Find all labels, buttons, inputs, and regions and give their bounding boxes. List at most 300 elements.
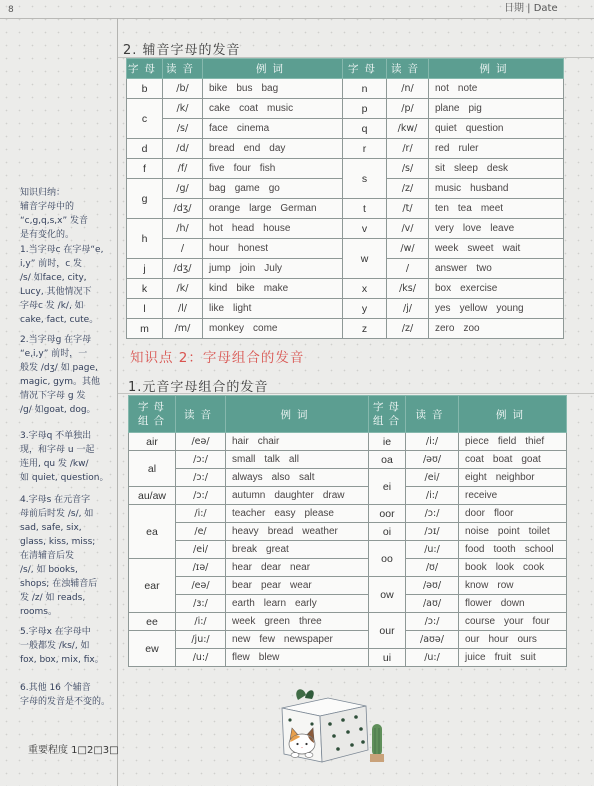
- example-word: talk: [264, 453, 280, 465]
- table-row: [129, 559, 567, 577]
- example-word: near: [290, 561, 311, 573]
- example-words-cell: [226, 469, 369, 487]
- example-word: week: [232, 615, 256, 627]
- letter-cell: ie: [369, 433, 406, 451]
- example-word: kind: [209, 282, 228, 294]
- letter-cell: ow: [369, 577, 406, 613]
- example-word: plane: [435, 102, 460, 114]
- header-examples: 例词: [203, 59, 343, 79]
- phonetic-symbol: /r/: [387, 139, 429, 159]
- table-row: [127, 239, 564, 259]
- table-row: [129, 595, 567, 613]
- example-words-cell: [459, 577, 567, 595]
- example-word: three: [298, 615, 322, 627]
- note-line: 现，和字母 u 一起: [20, 445, 95, 455]
- page-number: 8: [8, 5, 14, 15]
- phonetic-symbol: /ɔ:/: [176, 487, 226, 505]
- example-word: row: [497, 579, 514, 591]
- letter-cell: oor: [369, 505, 406, 523]
- phonetic-symbol: /s/: [387, 159, 429, 179]
- example-word: our: [465, 633, 480, 645]
- phonetic-symbol: /d/: [163, 139, 203, 159]
- knowledge-point-heading: 知识点 2：字母组合的发音: [130, 350, 305, 366]
- example-word: coat: [465, 453, 484, 465]
- example-word: meet: [480, 202, 504, 214]
- phonetic-symbol: /ɪə/: [176, 559, 226, 577]
- example-word: weather: [302, 525, 338, 537]
- header-letter-combo: [129, 396, 176, 433]
- example-word: game: [234, 182, 260, 194]
- example-words-cell: [429, 99, 564, 119]
- example-words-cell: [203, 119, 343, 139]
- phonetic-symbol: /f/: [163, 159, 203, 179]
- phonetic-symbol: /m/: [163, 319, 203, 339]
- example-word: juice: [465, 651, 486, 663]
- note-line: 辅音字母中的: [20, 202, 75, 212]
- example-word: small: [232, 453, 256, 465]
- example-word: point: [497, 525, 520, 537]
- example-word: goat: [521, 453, 541, 465]
- letter-cell: ew: [129, 631, 176, 667]
- example-words-cell: [459, 631, 567, 649]
- table-row: [129, 649, 567, 667]
- example-word: pear: [261, 579, 282, 591]
- note-line: i,y” 前时，c 发: [20, 259, 83, 269]
- note-paragraph: [20, 243, 116, 327]
- example-word: fish: [259, 162, 276, 174]
- letter-cell: q: [343, 119, 387, 139]
- note-line: fox, box, mix, fix。: [20, 655, 104, 665]
- example-word: bike: [209, 82, 228, 94]
- note-line: magic, gym。其他: [20, 377, 100, 387]
- header-letter-combo: [369, 396, 406, 433]
- letter-cell: j: [127, 259, 163, 279]
- phonetic-symbol: /u:/: [176, 649, 226, 667]
- phonetic-symbol: /p/: [387, 99, 429, 119]
- example-word: bread: [267, 525, 294, 537]
- title-underline: [118, 393, 594, 394]
- example-words-cell: [226, 631, 369, 649]
- table-row: [127, 139, 564, 159]
- example-words-cell: [429, 199, 564, 219]
- example-word: noise: [465, 525, 489, 537]
- table-row: [127, 219, 564, 239]
- example-word: eight: [465, 471, 487, 483]
- example-word: monkey: [209, 322, 245, 334]
- example-word: hour: [209, 242, 230, 254]
- example-word: always: [232, 471, 263, 483]
- example-word: zoo: [463, 322, 480, 334]
- phonetic-symbol: /i:/: [176, 505, 226, 523]
- phonetic-symbol: /dʒ/: [163, 199, 203, 219]
- example-words-cell: [203, 239, 343, 259]
- example-word: door: [465, 507, 486, 519]
- table-row: [129, 487, 567, 505]
- example-word: sleep: [454, 162, 478, 174]
- note-line: 6.其他 16 个辅音: [20, 683, 91, 693]
- example-words-cell: [226, 595, 369, 613]
- note-line: 5.字母x 在字母中: [20, 627, 91, 637]
- cactus-icon: [370, 724, 384, 762]
- table-body: [129, 433, 567, 667]
- letter-cell: air: [129, 433, 176, 451]
- example-words-cell: [459, 523, 567, 541]
- example-word: like: [209, 302, 225, 314]
- table-header-row: [127, 59, 564, 79]
- table-row: [127, 99, 564, 119]
- note-line: shops; 在浊辅音后: [20, 579, 98, 589]
- example-word: new: [232, 633, 251, 645]
- example-word: please: [304, 507, 334, 519]
- example-words-cell: [203, 139, 343, 159]
- phonetic-symbol: /ɔɪ/: [406, 523, 459, 541]
- header-letter-combo-label: 字母组合: [373, 401, 404, 427]
- phonetic-symbol: /ɔ:/: [406, 613, 459, 631]
- example-words-cell: [459, 469, 567, 487]
- table-row: [127, 79, 564, 99]
- phonetic-symbol: /t/: [387, 199, 429, 219]
- example-words-cell: [459, 541, 567, 559]
- example-word: coat: [239, 102, 259, 114]
- example-word: yellow: [459, 302, 488, 314]
- header-letter: 字母: [127, 59, 163, 79]
- letter-cell: g: [127, 179, 163, 219]
- example-word: very: [435, 222, 454, 234]
- letter-cell: our: [369, 613, 406, 649]
- example-words-cell: [226, 487, 369, 505]
- note-line: 1.当字母c 在字母“e,: [20, 245, 104, 255]
- letter-cell: y: [343, 299, 387, 319]
- note-paragraph: [20, 429, 116, 485]
- note-line: 一般都发 /ks/, 如: [20, 641, 90, 651]
- note-line: 发 /z/ 如 reads,: [20, 593, 86, 603]
- example-word: make: [263, 282, 289, 294]
- example-word: bread: [209, 142, 235, 154]
- vowel-combo-table: [128, 395, 567, 667]
- example-word: German: [280, 202, 317, 214]
- letter-cell: v: [343, 219, 387, 239]
- example-word: July: [264, 262, 283, 274]
- example-word: bear: [232, 579, 253, 591]
- phonetic-symbol: /z/: [387, 179, 429, 199]
- example-word: pig: [468, 102, 482, 114]
- example-word: bag: [209, 182, 226, 194]
- header-letter: 字母: [343, 59, 387, 79]
- phonetic-symbol: /aʊə/: [406, 631, 459, 649]
- note-line: cake, fact, cute。: [20, 315, 99, 325]
- example-word: week: [435, 242, 459, 254]
- note-line: 2.当字母g 在字母: [20, 335, 92, 345]
- table-row: [127, 159, 564, 179]
- example-words-cell: [429, 239, 564, 259]
- letter-cell: k: [127, 279, 163, 299]
- note-line: /s/ 如face, city,: [20, 273, 87, 283]
- letter-cell: ea: [129, 505, 176, 559]
- note-paragraph: [20, 186, 116, 242]
- example-words-cell: [459, 505, 567, 523]
- example-words-cell: [459, 451, 567, 469]
- example-words-cell: [203, 299, 343, 319]
- example-word: great: [266, 543, 289, 555]
- letter-cell: ei: [369, 469, 406, 505]
- table-body: [127, 79, 564, 339]
- phonetic-symbol: /dʒ/: [163, 259, 203, 279]
- phonetic-symbol: /kw/: [387, 119, 429, 139]
- example-words-cell: [226, 523, 369, 541]
- example-words-cell: [226, 577, 369, 595]
- example-word: five: [209, 162, 225, 174]
- phonetic-symbol: /ju:/: [176, 631, 226, 649]
- example-word: orange: [209, 202, 241, 214]
- note-line: 字母c 发 /k/, 如: [20, 301, 84, 311]
- example-word: thief: [525, 435, 545, 447]
- phonetic-symbol: /u:/: [406, 541, 459, 559]
- table-row: [129, 433, 567, 451]
- example-word: bike: [236, 282, 255, 294]
- phonetic-symbol: /ks/: [387, 279, 429, 299]
- phonetic-symbol: /i:/: [406, 433, 459, 451]
- table-row: [127, 199, 564, 219]
- example-word: look: [495, 561, 515, 573]
- example-word: house: [263, 222, 291, 234]
- note-line: 情况下字母 g 发: [20, 391, 86, 401]
- note-line: “e,i,y” 前时，一: [20, 349, 88, 359]
- example-words-cell: [203, 179, 343, 199]
- letter-cell: x: [343, 279, 387, 299]
- phonetic-symbol: /ɔ:/: [406, 505, 459, 523]
- example-word: zero: [435, 322, 455, 334]
- note-line: 母前后时发 /s/, 如: [20, 509, 94, 519]
- letter-cell: ui: [369, 649, 406, 667]
- example-words-cell: [203, 159, 343, 179]
- note-line: 字母的发音是不变的。: [20, 697, 111, 707]
- table-row: [129, 577, 567, 595]
- example-word: learn: [263, 597, 287, 609]
- example-word: young: [496, 302, 524, 314]
- example-word: red: [435, 142, 450, 154]
- table-row: [129, 613, 567, 631]
- example-words-cell: [429, 139, 564, 159]
- note-line: 4.字母s 在元音字: [20, 495, 91, 505]
- letter-cell: oa: [369, 451, 406, 469]
- example-words-cell: [459, 613, 567, 631]
- example-word: honest: [238, 242, 269, 254]
- example-words-cell: [459, 433, 567, 451]
- note-line: rooms。: [20, 607, 57, 617]
- example-word: easy: [274, 507, 296, 519]
- example-word: exercise: [460, 282, 498, 294]
- phonetic-symbol: /aʊ/: [406, 595, 459, 613]
- example-word: neighbor: [495, 471, 535, 483]
- example-word: heavy: [232, 525, 259, 537]
- example-word: day: [269, 142, 286, 154]
- phonetic-symbol: /w/: [387, 239, 429, 259]
- example-word: flower: [465, 597, 492, 609]
- table-row: [127, 279, 564, 299]
- letter-cell: p: [343, 99, 387, 119]
- phonetic-symbol: /s/: [163, 119, 203, 139]
- note-paragraph: [20, 625, 116, 667]
- example-word: cinema: [236, 122, 270, 134]
- example-word: your: [504, 615, 524, 627]
- example-word: course: [465, 615, 496, 627]
- header-letter-combo-label: 字母组合: [138, 401, 169, 427]
- leaf-icon: [296, 689, 314, 700]
- note-paragraph: [20, 493, 116, 619]
- header-sound: 读音: [176, 396, 226, 433]
- example-word: flew: [232, 651, 250, 663]
- example-word: earth: [232, 597, 255, 609]
- example-word: book: [465, 561, 487, 573]
- letter-cell: c: [127, 99, 163, 139]
- phonetic-symbol: /b/: [163, 79, 203, 99]
- phonetic-symbol: /eə/: [176, 577, 226, 595]
- note-line: Lucy, 其他情况下: [20, 287, 92, 297]
- phonetic-symbol: /g/: [163, 179, 203, 199]
- example-word: desk: [486, 162, 509, 174]
- example-words-cell: [226, 541, 369, 559]
- phonetic-symbol: /ʊ/: [406, 559, 459, 577]
- letter-cell: f: [127, 159, 163, 179]
- example-word: bus: [236, 82, 253, 94]
- example-word: wait: [502, 242, 521, 254]
- letter-cell: z: [343, 319, 387, 339]
- note-line: 3.字母q 不单独出: [20, 431, 92, 441]
- example-word: dear: [261, 561, 282, 573]
- example-word: question: [465, 122, 504, 134]
- example-word: sweet: [467, 242, 494, 254]
- phonetic-symbol: /ɔ:/: [176, 469, 226, 487]
- note-line: 如 quiet, question。: [20, 473, 109, 483]
- table-row: [129, 541, 567, 559]
- note-line: glass, kiss, miss;: [20, 537, 96, 547]
- example-word: yes: [435, 302, 451, 314]
- phonetic-symbol: /ɜ:/: [176, 595, 226, 613]
- letter-cell: al: [129, 451, 176, 487]
- example-word: green: [264, 615, 290, 627]
- phonetic-symbol: /əʊ/: [406, 451, 459, 469]
- example-words-cell: [226, 433, 369, 451]
- example-word: love: [462, 222, 482, 234]
- letter-cell: m: [127, 319, 163, 339]
- example-word: daughter: [274, 489, 314, 501]
- example-word: break: [232, 543, 258, 555]
- example-word: school: [524, 543, 554, 555]
- letter-cell: au/aw: [129, 487, 176, 505]
- example-word: boat: [492, 453, 513, 465]
- note-line: /s/, 如 books,: [20, 565, 78, 575]
- phonetic-symbol: /z/: [387, 319, 429, 339]
- header-examples: 例词: [429, 59, 564, 79]
- notes-column: [0, 0, 117, 786]
- example-words-cell: [459, 649, 567, 667]
- letter-cell: l: [127, 299, 163, 319]
- example-words-cell: [429, 219, 564, 239]
- table-row: [129, 505, 567, 523]
- example-word: piece: [465, 435, 489, 447]
- example-word: tea: [457, 202, 472, 214]
- letter-cell: s: [343, 159, 387, 199]
- example-word: music: [267, 102, 294, 114]
- example-words-cell: [429, 119, 564, 139]
- example-words-cell: [459, 487, 567, 505]
- example-words-cell: [429, 299, 564, 319]
- example-word: also: [271, 471, 290, 483]
- example-word: down: [500, 597, 525, 609]
- example-word: hear: [232, 561, 253, 573]
- phonetic-symbol: /ɔ:/: [176, 451, 226, 469]
- phonetic-symbol: /l/: [163, 299, 203, 319]
- example-word: food: [465, 543, 485, 555]
- header-sound: 读音: [163, 59, 203, 79]
- example-word: bag: [261, 82, 279, 94]
- example-words-cell: [459, 559, 567, 577]
- phonetic-symbol: /i:/: [176, 613, 226, 631]
- example-word: large: [249, 202, 272, 214]
- note-paragraph: [20, 681, 116, 709]
- example-words-cell: [429, 259, 564, 279]
- example-word: head: [231, 222, 255, 234]
- example-word: blew: [258, 651, 280, 663]
- example-word: come: [253, 322, 278, 334]
- note-line: /g/ 如goat, dog。: [20, 405, 96, 415]
- header-examples: 例词: [226, 396, 369, 433]
- consonant-table: [126, 58, 564, 339]
- letter-cell: ee: [129, 613, 176, 631]
- phonetic-symbol: /k/: [163, 99, 203, 119]
- phonetic-symbol: /: [163, 239, 203, 259]
- example-word: quiet: [435, 122, 457, 134]
- example-word: jump: [209, 262, 231, 274]
- example-word: early: [295, 597, 317, 609]
- phonetic-symbol: /j/: [387, 299, 429, 319]
- example-word: note: [457, 82, 478, 94]
- example-words-cell: [226, 451, 369, 469]
- example-words-cell: [429, 79, 564, 99]
- margin-rule: [117, 18, 118, 786]
- note-line: sad, safe, six,: [20, 523, 82, 533]
- example-word: newspaper: [283, 633, 333, 645]
- example-word: face: [209, 122, 228, 134]
- example-word: answer: [435, 262, 468, 274]
- example-word: hot: [209, 222, 223, 234]
- example-word: light: [233, 302, 252, 314]
- example-word: wear: [290, 579, 312, 591]
- letter-cell: oo: [369, 541, 406, 577]
- table-row: [127, 319, 564, 339]
- example-word: two: [476, 262, 492, 274]
- example-word: four: [532, 615, 550, 627]
- example-word: ruler: [458, 142, 479, 154]
- example-word: leave: [490, 222, 515, 234]
- example-word: few: [259, 633, 275, 645]
- letter-cell: w: [343, 239, 387, 279]
- example-word: tooth: [493, 543, 516, 555]
- table-row: [127, 119, 564, 139]
- example-words-cell: [226, 613, 369, 631]
- phonetic-symbol: /e/: [176, 523, 226, 541]
- phonetic-symbol: /i:/: [406, 487, 459, 505]
- example-word: know: [465, 579, 489, 591]
- phonetic-symbol: /eə/: [176, 433, 226, 451]
- date-label: 日期 | Date: [504, 3, 558, 14]
- letter-cell: h: [127, 219, 163, 259]
- table-row: [129, 631, 567, 649]
- importance-rating: 重要程度 1□2□3□: [28, 745, 119, 756]
- example-words-cell: [459, 595, 567, 613]
- phonetic-symbol: /k/: [163, 279, 203, 299]
- example-word: husband: [470, 182, 509, 194]
